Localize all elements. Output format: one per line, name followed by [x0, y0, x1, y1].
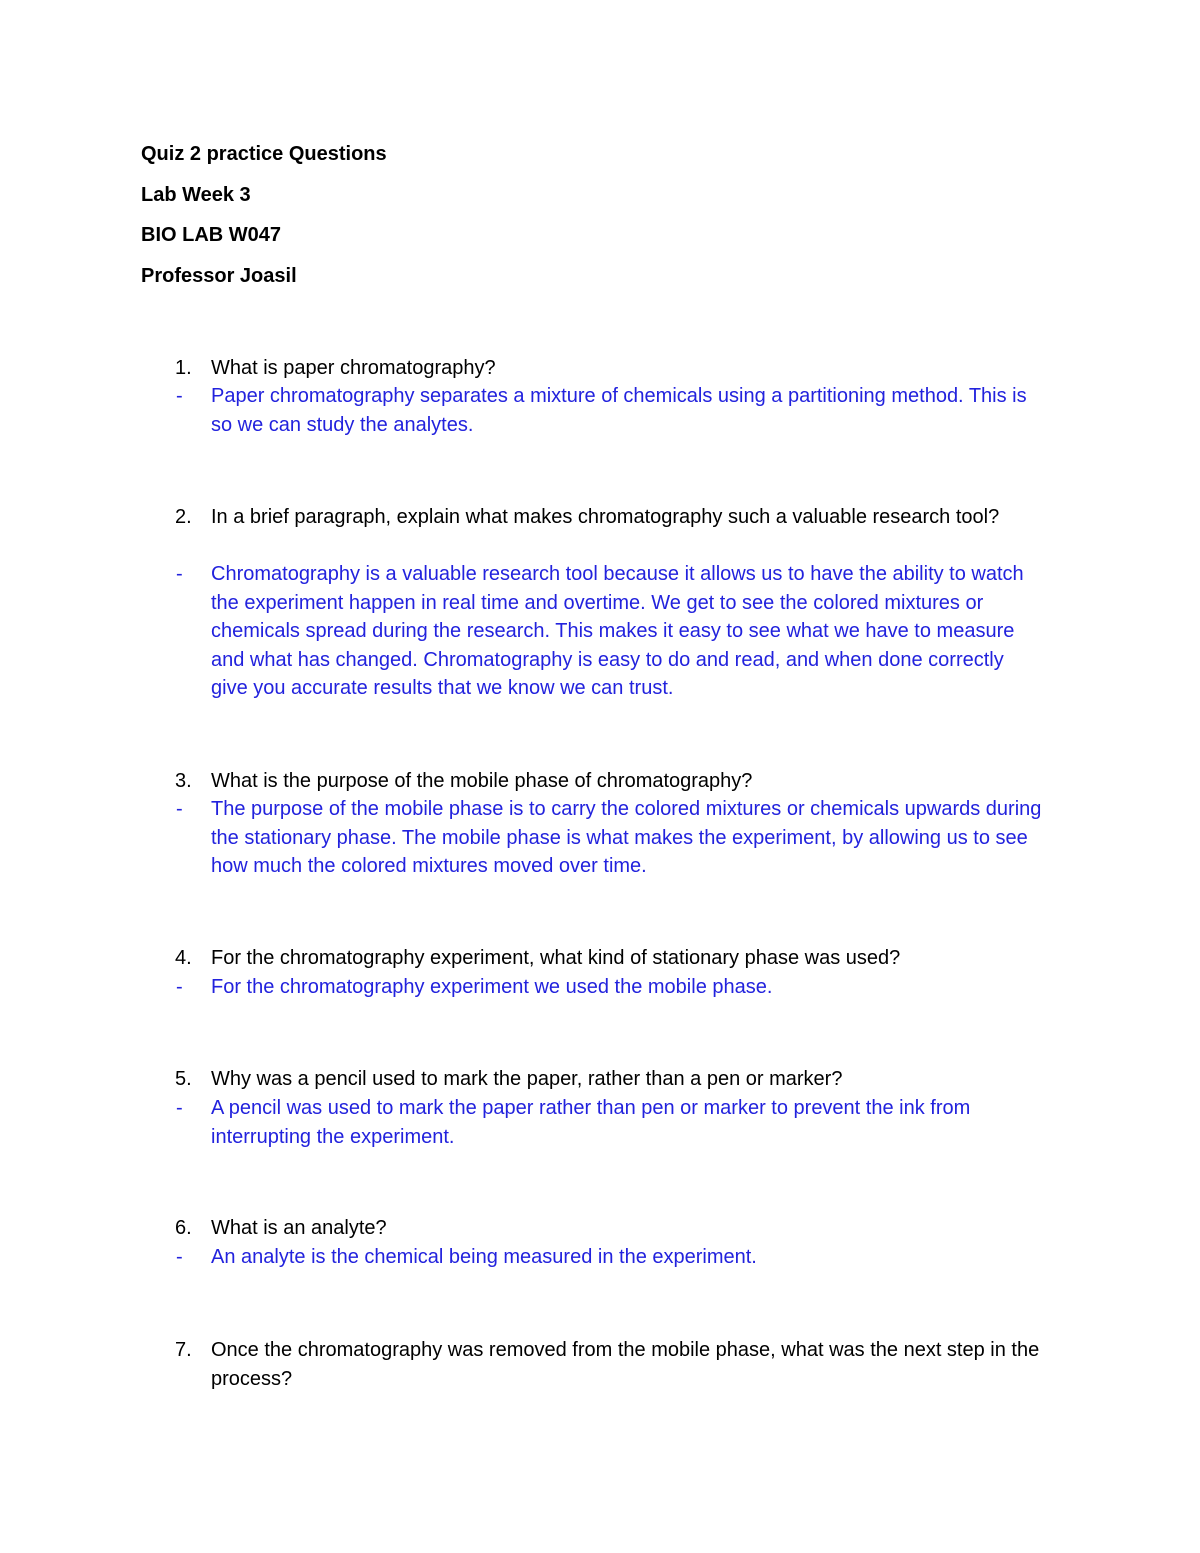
question-number: 3. [175, 770, 192, 792]
answer-text: Chromatography is a valuable research tool because it allows us to have the ability to watch the experiment happen in real time and overtime. We get to see the colored mixtures or chemicals spread during the research. This makes it easy to see what we have to measure and what has changed. Chromatography is easy to do and read, and when done correctly give you accurate results that we know we can trust. [211, 563, 1024, 699]
question-text: What is the purpose of the mobile phase of chromatography? [211, 770, 753, 792]
question-number: 2. [175, 506, 192, 528]
question-number: 1. [175, 357, 192, 379]
answer-bullet: - [176, 385, 183, 407]
answer-bullet: - [176, 1097, 183, 1119]
question-text: Once the chromatography was removed from the mobile phase, what was the next step in the process? [211, 1339, 1040, 1390]
answer-bullet: - [176, 976, 183, 998]
course-label: BIO LAB W047 [141, 224, 282, 246]
question-text: What is paper chromatography? [211, 357, 496, 379]
question-text: What is an analyte? [211, 1217, 387, 1239]
answer-text: The purpose of the mobile phase is to carry the colored mixtures or chemicals upwards during the stationary phase. The mobile phase is what makes the experiment, by allowing us to see how much the colored mixtures moved over time. [211, 798, 1042, 877]
question-number: 4. [175, 947, 192, 969]
answer-bullet: - [176, 563, 183, 585]
professor-label: Professor Joasil [141, 265, 297, 287]
question-number: 5. [175, 1068, 192, 1090]
answer-text: For the chromatography experiment we used the mobile phase. [211, 976, 773, 998]
question-text: Why was a pencil used to mark the paper, rather than a pen or marker? [211, 1068, 843, 1090]
answer-text: Paper chromatography separates a mixture of chemicals using a partitioning method. This is so we can study the analytes. [211, 385, 1027, 436]
question-number: 6. [175, 1217, 192, 1239]
answer-bullet: - [176, 1246, 183, 1268]
answer-bullet: - [176, 798, 183, 820]
answer-text: A pencil was used to mark the paper rather than pen or marker to prevent the ink from interrupting the experiment. [211, 1097, 971, 1148]
document-title: Quiz 2 practice Questions [141, 143, 387, 165]
question-text: In a brief paragraph, explain what makes chromatography such a valuable research tool? [211, 506, 1000, 528]
question-number: 7. [175, 1339, 192, 1361]
answer-text: An analyte is the chemical being measured in the experiment. [211, 1246, 757, 1268]
question-text: For the chromatography experiment, what kind of stationary phase was used? [211, 947, 901, 969]
lab-week-label: Lab Week 3 [141, 184, 251, 206]
